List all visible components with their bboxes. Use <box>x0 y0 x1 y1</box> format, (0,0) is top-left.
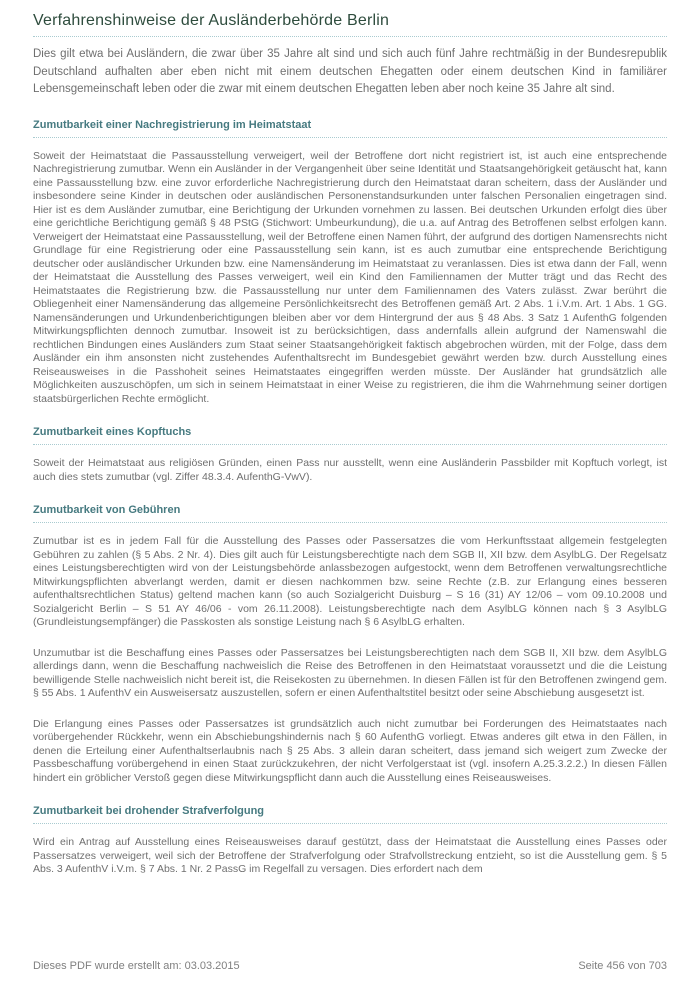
section-strafverfolgung <box>33 801 667 877</box>
paragraph: Unzumutbar ist die Beschaffung eines Passes oder Passersatzes bei Leistungsberechtigten nach dem SGB II, XII bzw. dem AsylbLG allerdings dann, wenn die Beschaffung nachweislich die Reise des Betroffenen in den Heimatstaat voraussetzt und die die Leistung bewilligende Stelle nachweislich nicht bereit ist, die Reisekosten zu übernehmen. In diesen Fällen ist für den Betroffenen zwingend gem. § 55 Abs. 1 AufenthV ein Ausweisersatz auszustellen, sofern er einen Aufenthaltstitel besitzt oder seine Abschiebung ausgesetzt ist. <box>33 646 667 699</box>
paragraph: Wird ein Antrag auf Ausstellung eines Reiseausweises darauf gestützt, dass der Heimatstaat die Ausstellung eines Passes oder Passersatzes verweigert, weil sich der Betroffene der Strafverfolgung oder Strafvollstreckung entzieht, so ist die Ausstellung gem. § 5 Abs. 3 AufenthV i.V.m. § 7 Abs. 1 Nr. 2 PassG im Regelfall zu versagen. Dies erfordert nach dem <box>33 836 667 875</box>
page-title: Verfahrenshinweise der Ausländerbehörde Berlin <box>33 12 667 37</box>
section-gebuehren <box>33 500 667 785</box>
paragraph: Zumutbar ist es in jedem Fall für die Ausstellung des Passes oder Passersatzes die vom Herkunftsstaat allgemein festgelegten Gebühren zu zahlen (§ 5 Abs. 2 Nr. 4). Dies gilt auch für Leistungsberechtigte nach dem SGB II, XII bzw. dem AsylbLG. Der Regelsatz eines Leistungsberechtigten wird von der Leistungsbehörde anlassbezogen aufgestockt, wenn dem Betroffenen verwaltungsrechtliche Mitwirkungspflichten abverlangt werden, damit er diesen nachkommen bzw. seine Rechte (z.B. zur Erlangung eines besseren aufenthaltsrechtlichen Status) geltend machen kann (so auch Sozialgericht Duisburg – S 16 (31) AY 12/06 – vom 09.10.2008 und Sozialgericht Berlin – S 51 AY 46/06 - vom 26.11.2008). Leistungsberechtigte nach dem AsylbLG können nach § 3 AsylbLG (Grundleistungsempfänger) die Passkosten als sonstige Leistung nach § 6 AsylbLG erhalten. <box>33 535 667 628</box>
paragraph: Die Erlangung eines Passes oder Passersatzes ist grundsätzlich auch nicht zumutbar bei Forderungen des Heimatstaates nach vorübergehender Rückkehr, wenn ein Abschiebungshindernis nach § 60 AufenthG vorliegt. Etwas anderes gilt etwa in den Fällen, in denen die Erteilung einer Aufenthaltserlaubnis nach § 25 Abs. 3 allein daran scheitert, dass jemand sich weigert zum Zwecke der Passbeschaffung vorübergehend in einen Staat zurückzukehren, der nicht Verfolgerstaat ist (vgl. insofern A.25.3.2.2.) In diesen Fällen hindert ein gröblicher Verstoß gegen diese Mitwirkungspflicht dann auch die Ausstellung eines Reiseausweises. <box>33 717 667 784</box>
section-heading: Zumutbarkeit eines Kopftuchs <box>33 422 667 445</box>
paragraph: Soweit der Heimatstaat die Passausstellung verweigert, weil der Betroffene dort nicht registriert ist, ist auch eine entsprechende Nachregistrierung zumutbar. Wenn ein Ausländer in der Vergangenheit über seine Identität und Staatsangehörigkeit getäuscht hat, kann eine Passausstellung bzw. eine zuvor erforderliche Nachregistrierung durch den Heimatstaat daran scheitern, dass der Ausländer und insbesondere seine Kinder in deutschen oder ausländischen Personenstandsurkunden unter falschen Personalien eingetragen sind. Hier ist es dem Ausländer zumutbar, eine Berichtigung der Urkunden vornehmen zu lassen. Bei deutschen Urkunden erfolgt dies über eine gerichtliche Berichtigung gemäß § 48 PStG (Stichwort: Umbeurkundung), die u.a. auf Antrag des Betroffenen selbst erfolgen kann. Verweigert der Heimatstaat eine Passausstellung, weil der Betroffene einen Namen führt, der aufgrund des dortigen Namensrechts nicht Grundlage für eine Registrierung oder eine Passausstellung sein kann, ist es auch zumutbar eine entsprechende Berichtigung deutscher oder ausländischer Urkunden bzw. eine Namensänderung im Heimatstaat zu veranlassen. Dies ist etwa dann der Fall, wenn der Heimatstaat die Ausstellung des Passes verweigert, weil ein Kind den Familiennamen der Mutter trägt und das Recht des Heimatstaates die Registrierung bzw. die Passausstellung nur unter dem Familiennamen des Vaters zulässt. Zwar berührt die Obliegenheit einer Namensänderung das allgemeine Persönlichkeitsrecht des Betroffenen gemäß Art. 2 Abs. 1 i.V.m. Art. 1 Abs. 1 GG. Namensänderungen und Urkundenberichtigungen bleiben aber vor dem Hintergrund der aus § 48 Abs. 3 Satz 1 AufenthG folgenden Mitwirkungspflichten dennoch zumutbar. Insoweit ist zu berücksichtigen, dass andernfalls allein aufgrund der Namenswahl die rechtlichen Bindungen eines Ausländers zum Staat seiner Staatsangehörigkeit faktisch abgebrochen würden, mit der Folge, dass dem Ausländer ein ihm ansonsten nicht zustehendes Aufenthaltsrecht im Bundesgebiet gewährt werden bzw. durch Ausstellung eines Reiseausweises in die Passhoheit seines Heimatstaates eingegriffen werden müsste. Der Ausländer hat grundsätzlich alle Möglichkeiten auszuschöpfen, um sich in seinem Heimatstaat in einer Weise zu registrieren, die ihm die Wahrnehmung seiner dortigen staatsbürgerlichen Rechte ermöglicht. <box>33 149 667 405</box>
section-kopftuch <box>33 422 667 484</box>
section-nachregistrierung <box>33 115 667 407</box>
intro-paragraph: Dies gilt etwa bei Ausländern, die zwar über 35 Jahre alt sind und sich auch fünf Jahre rechtmäßig in der Bundesrepublik Deutschland aufhalten aber eben nicht mit einem deutschen Ehegatten oder einem deutschen Kind in familiärer Lebensgemeinschaft leben oder die zwar mit einem deutschen Ehegatten leben aber noch keine 35 Jahre alt sind. <box>33 48 667 95</box>
page-footer <box>33 960 667 972</box>
section-heading: Zumutbarkeit von Gebühren <box>33 500 667 523</box>
section-heading: Zumutbarkeit bei drohender Strafverfolgung <box>33 801 667 824</box>
footer-page-number: Seite 456 von 703 <box>578 960 667 972</box>
paragraph: Soweit der Heimatstaat aus religiösen Gründen, einen Pass nur ausstellt, wenn eine Ausländerin Passbilder mit Kopftuch vorlegt, ist auch dies stets zumutbar (vgl. Ziffer 48.3.4. AufenthG-VwV). <box>33 457 667 483</box>
footer-created-date: Dieses PDF wurde erstellt am: 03.03.2015 <box>33 960 240 972</box>
section-heading: Zumutbarkeit einer Nachregistrierung im Heimatstaat <box>33 115 667 138</box>
